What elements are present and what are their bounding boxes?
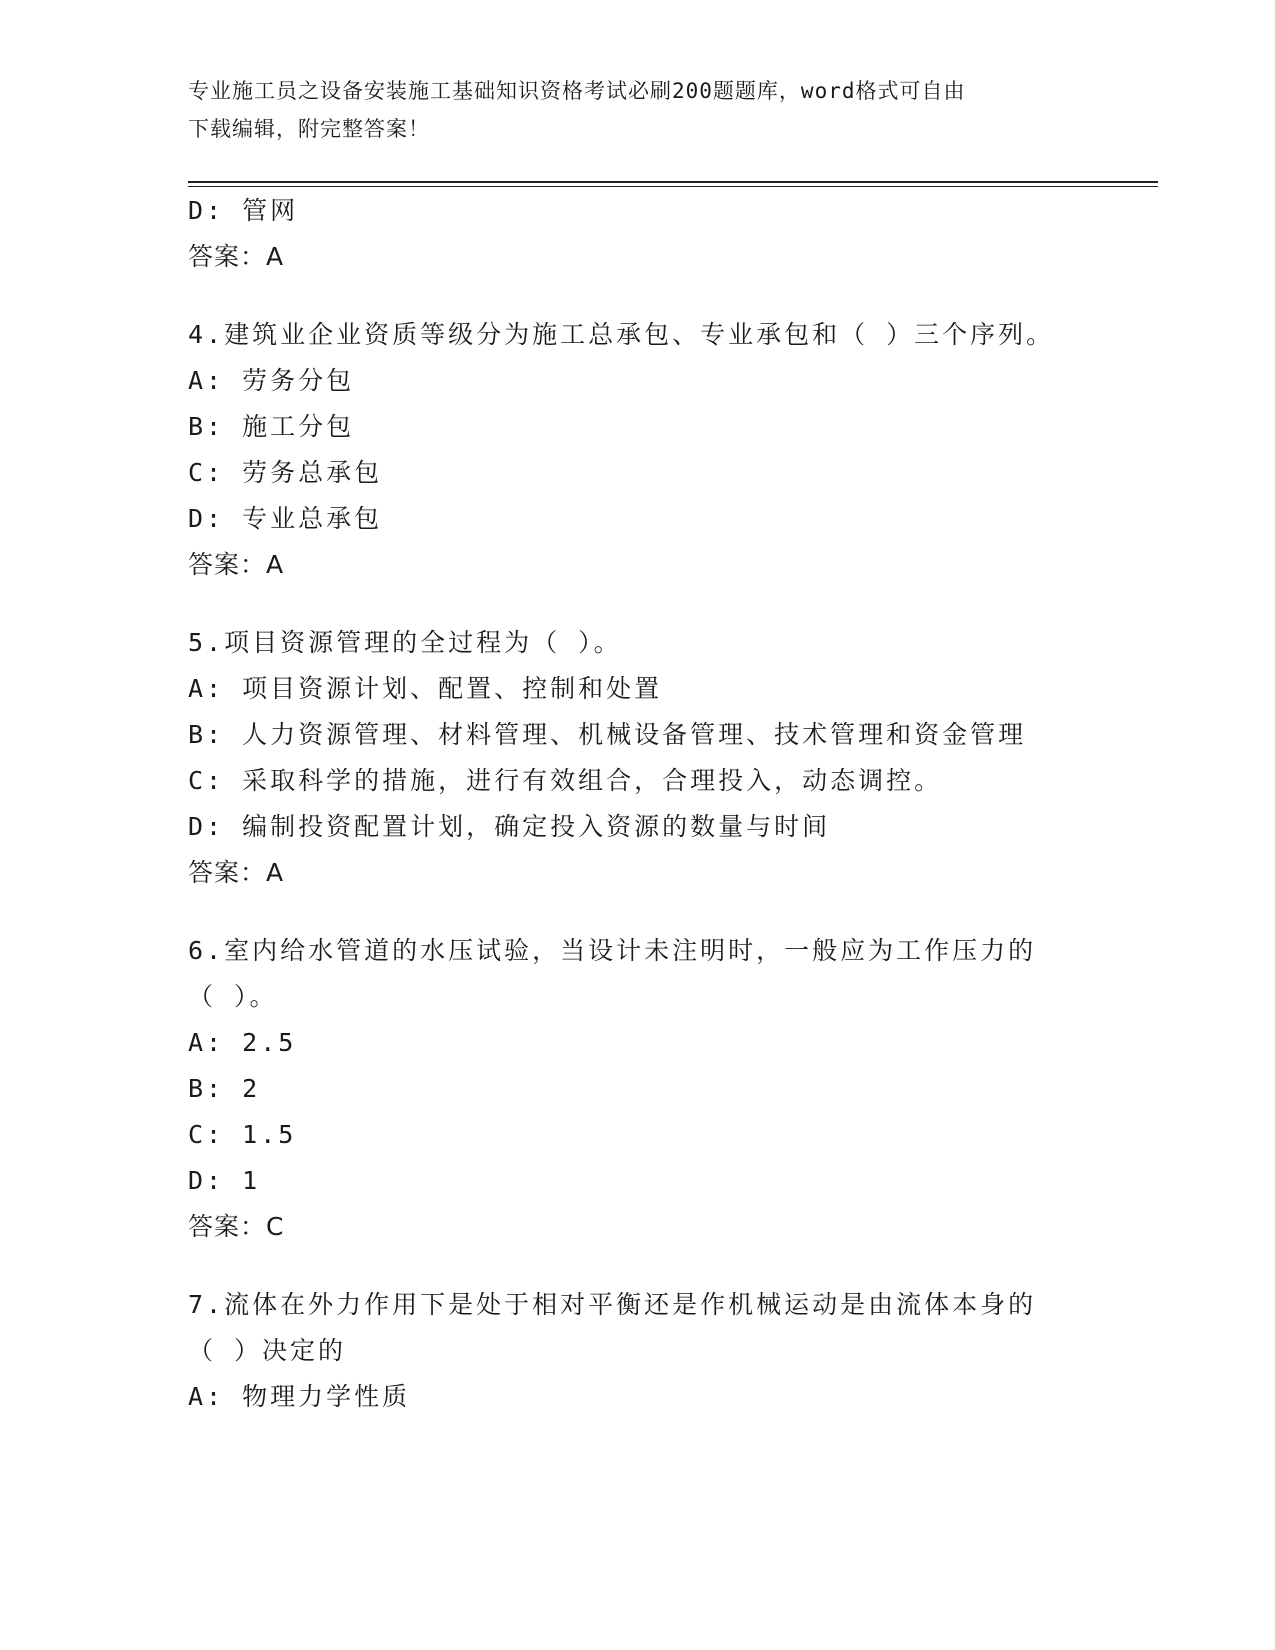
option-b: B: 人力资源管理、材料管理、机械设备管理、技术管理和资金管理 — [188, 720, 1027, 749]
option-a: A: 2.5 — [188, 1028, 297, 1057]
option-a: A: 物理力学性质 — [188, 1382, 411, 1411]
option-d: D: 专业总承包 — [188, 504, 383, 533]
option-d: D: 管网 — [188, 196, 299, 225]
question-stem-continued: （ ）决定的 — [188, 1336, 347, 1365]
question-stem: 6.室内给水管道的水压试验，当设计未注明时，一般应为工作压力的 — [188, 936, 1037, 965]
question-list — [188, 188, 1068, 1420]
answer-line: 答案：A — [188, 242, 285, 271]
option-c: C: 劳务总承包 — [188, 458, 383, 487]
question-stem: 5.项目资源管理的全过程为（ ）。 — [188, 628, 622, 657]
option-c: C: 1.5 — [188, 1120, 297, 1149]
question-stem-continued: （ ）。 — [188, 982, 278, 1011]
question-3-tail — [188, 188, 1068, 280]
header-line-1: 专业施工员之设备安装施工基础知识资格考试必刷200题题库，word格式可自由 — [188, 79, 966, 103]
question-stem: 7.流体在外力作用下是处于相对平衡还是作机械运动是由流体本身的 — [188, 1290, 1037, 1319]
header-line-2: 下载编辑，附完整答案！ — [188, 117, 430, 141]
question-6 — [188, 928, 1068, 1250]
option-d: D: 编制投资配置计划，确定投入资源的数量与时间 — [188, 812, 831, 841]
answer-line: 答案：C — [188, 1212, 285, 1241]
option-c: C: 采取科学的措施，进行有效组合，合理投入，动态调控。 — [188, 766, 943, 795]
question-5 — [188, 620, 1068, 896]
option-b: B: 施工分包 — [188, 412, 355, 441]
answer-line: 答案：A — [188, 858, 285, 887]
header-divider-thick — [188, 181, 1158, 183]
answer-line: 答案：A — [188, 550, 285, 579]
question-stem: 4.建筑业企业资质等级分为施工总承包、专业承包和（ ）三个序列。 — [188, 320, 1055, 349]
option-a: A: 劳务分包 — [188, 366, 355, 395]
question-4 — [188, 312, 1068, 588]
header-divider-thin — [188, 186, 1158, 187]
option-b: B: 2 — [188, 1074, 261, 1103]
question-7 — [188, 1282, 1068, 1420]
option-a: A: 项目资源计划、配置、控制和处置 — [188, 674, 663, 703]
page-header — [188, 72, 1068, 148]
option-d: D: 1 — [188, 1166, 261, 1195]
